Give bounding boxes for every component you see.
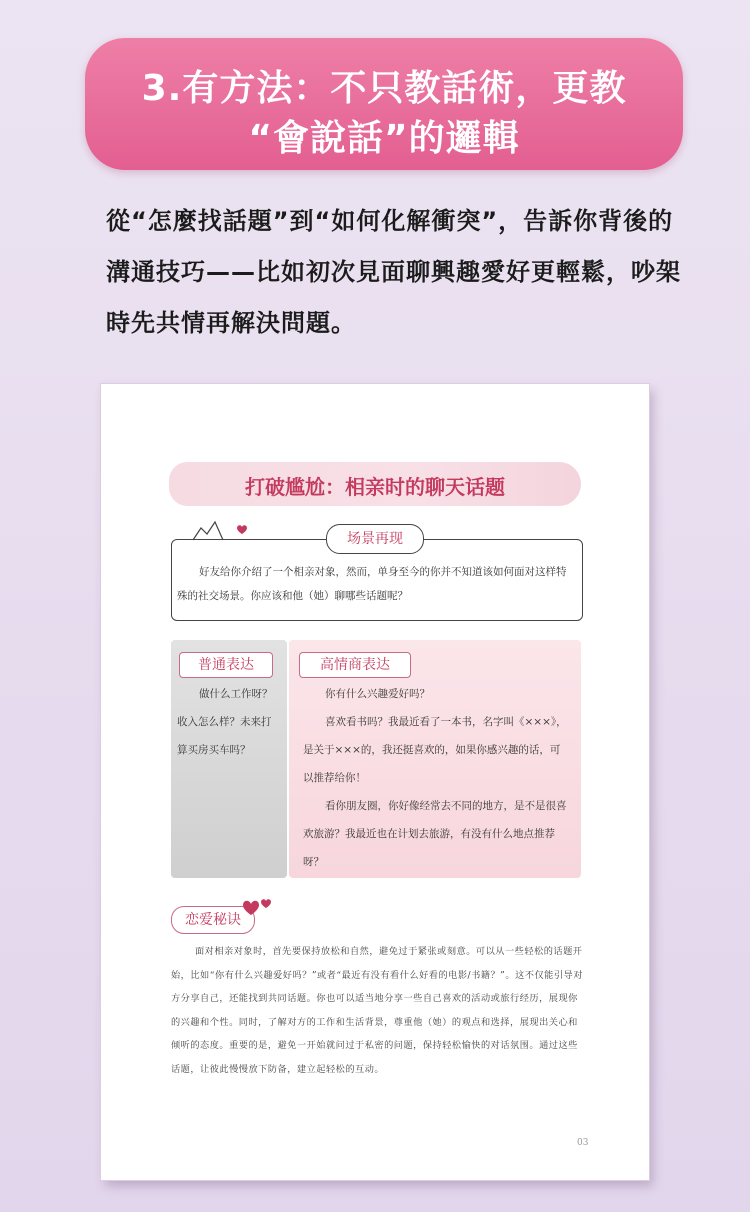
scene-tag: 场景再现 bbox=[326, 524, 424, 554]
tips-label: 恋爱秘诀 bbox=[171, 906, 255, 934]
page-number: 03 bbox=[577, 1138, 589, 1148]
section-banner bbox=[85, 38, 683, 170]
tips-text: 面对相亲对象时，首先要保持放松和自然，避免过于紧张或刻意。可以从一些轻松的话题开始，比如“你有什么兴趣爱好吗？”或者“最近有没有看什么好看的电影/书籍？”。这不仅能引导对方分享自己，还能找到共同话题。你也可以适当地分享一些自己喜欢的活动或旅行经历，展现你的兴趣和个性。同时，了解对方的工作和生活背景，尊重他（她）的观点和选择，展现出关心和倾听的态度。重要的是，避免一开始就问过于私密的问题，保持轻松愉快的对话氛围。通过这些话题，让彼此慢慢放下防备，建立起轻松的互动。 bbox=[171, 946, 583, 1075]
eq-expression-text bbox=[303, 680, 569, 876]
page-title-ribbon bbox=[169, 462, 581, 506]
page-title: 打破尴尬：相亲时的聊天话题 bbox=[245, 475, 505, 499]
scene-text: 好友给你介绍了一个相亲对象，然而，单身至今的你并不知道该如何面对这样特殊的社交场景。你应该和他（她）聊哪些话题呢？ bbox=[177, 566, 567, 602]
hearts-icon bbox=[241, 896, 281, 918]
eq-paragraph-2: 喜欢看书吗？我最近看了一本书，名字叫《×××》，是关于×××的，我还挺喜欢的，如果你感兴趣的话，可以推荐给你！ bbox=[303, 716, 567, 784]
banner-title-line1: 3.有方法：不只教話術，更教 bbox=[141, 68, 627, 109]
banner-title-line2: “會說話”的邏輯 bbox=[248, 118, 520, 159]
eq-paragraph-3: 看你朋友圈，你好像经常去不同的地方，是不是很喜欢旅游？我最近也在计划去旅游，有没有什么地点推荐呀？ bbox=[303, 800, 567, 868]
intro-paragraph: 從“怎麼找話題”到“如何化解衝突”，告訴你背後的溝通技巧——比如初次見面聊興趣愛好更輕鬆，吵架時先共情再解決問題。 bbox=[106, 207, 681, 337]
normal-expression-paragraph: 做什么工作呀？收入怎么样？未来打算买房买车吗？ bbox=[177, 688, 273, 756]
normal-expression-text bbox=[177, 680, 281, 764]
book-page bbox=[101, 384, 649, 1180]
eq-expression-label: 高情商表达 bbox=[299, 652, 411, 678]
eq-paragraph-1: 你有什么兴趣爱好吗？ bbox=[325, 688, 430, 700]
normal-expression-label: 普通表达 bbox=[179, 652, 273, 678]
